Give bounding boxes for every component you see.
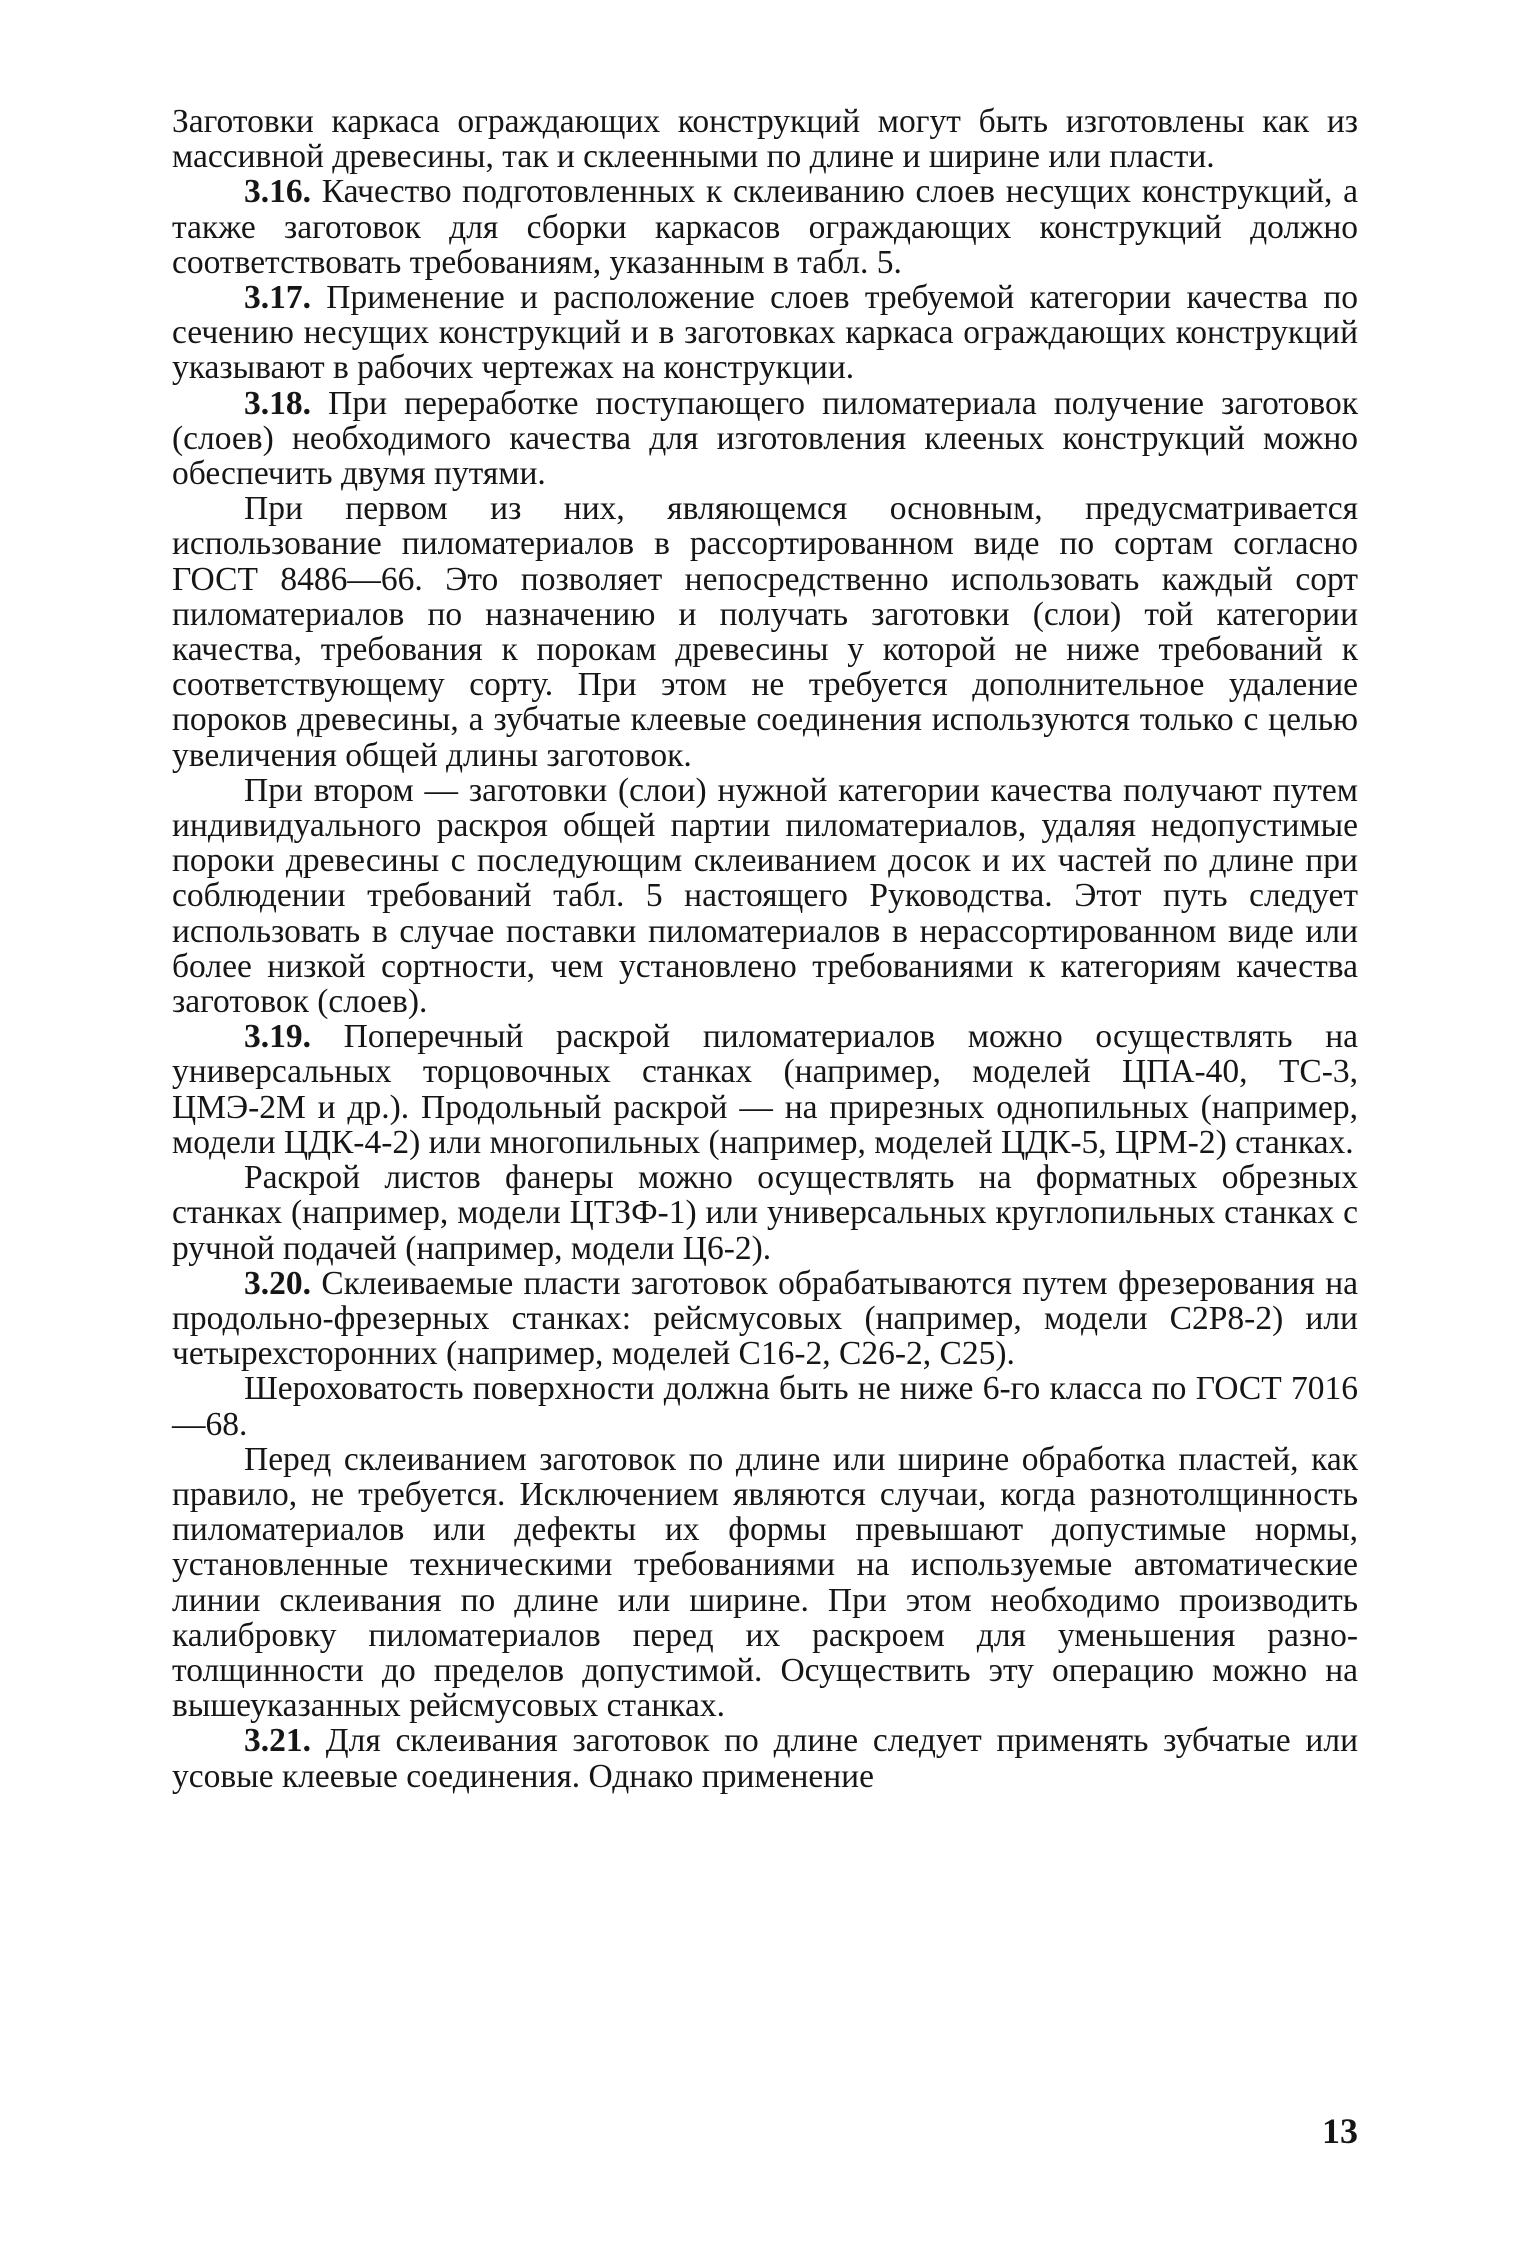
paragraph xyxy=(172,1160,1358,1266)
paragraph-text: Применение и расположение слоев требуемой категории качества по сечению несущих конструкций и в заготовках каркаса ограждающих конструкций указывают в рабочих чертежах на конструкции. xyxy=(172,279,1358,387)
paragraph-text: При втором — заготовки (слои) нужной категории качества получают путем индивидуального раскроя общей партии пиломатериалов, удаляя недопустимые пороки древесины с последующим склеиванием досок и их частей по длине при соблюдении требований табл. 5 настоящего Руководства. Этот путь следует использовать в случае поставки пиломатериалов в нерассортированном виде или более низкой сортности, чем установлено требованиями к категориям качества заготовок (слоев). xyxy=(172,771,1358,1021)
paragraph-text: Склеиваемые пласти заготовок обрабатываются путем фрезерования на продольно-фрезерных станках: рейсмусовых (например, модели С2Р8-2) или четырехсторонних (например, моделей С16-2, С26-2, С25). xyxy=(172,1264,1359,1373)
paragraph-text: При переработке поступающего пиломатериала получение заготовок (слоев) необходимого качества для изготовления клееных конструкций можно обеспечить двумя путями. xyxy=(172,384,1358,493)
paragraph-3-19 xyxy=(172,1019,1358,1160)
paragraph-text: При первом из них, являющемся основным, предусматривается использование пиломатериалов в рассортированном виде по сортам согласно ГОСТ 8486—66. Это позволяет непосредственно использовать каждый сорт пиломатериалов по назначению и получать заготовки (слои) той категории качества, требования к порокам древесины у которой не ниже требований к соответствующему сорту. При этом не требуется дополнительное удаление пороков древесины, а зубчатые клеевые соединения используются только с целью увеличения общей длины заготовок. xyxy=(172,490,1358,774)
paragraph-3-17 xyxy=(172,280,1358,386)
page-body xyxy=(172,104,1358,2144)
paragraph xyxy=(172,491,1358,773)
paragraph-3-18 xyxy=(172,386,1358,492)
paragraph-3-20 xyxy=(172,1266,1358,1372)
paragraph-text: Заготовки каркаса ограждающих конструкций могут быть изготовлены как из массивной древесины, так и склеенными по длине и ширине или пласти. xyxy=(172,103,1358,176)
paragraph-3-21 xyxy=(172,1723,1358,1793)
paragraph-text: Перед склеиванием заготовок по длине или ширине обработка пластей, как правило, не требуется. Исключением являются случаи, когда разнотолщинность пиломатериалов или дефекты их формы превышают допустимые нормы, установленные техническими требованиями на используемые автоматические линии склеивания по длине или ширине. При этом необходимо производить калибровку пиломатериалов перед их раскроем для уменьшения разнотолщинности до пределов допустимой. Осуществить эту операцию можно на вышеуказанных рейсмусовых станках. xyxy=(172,1440,1358,1725)
paragraph-text: Поперечный раскрой пиломатериалов можно осуществлять на универсальных торцовочных станках (например, моделей ЦПА-40, ТС-3, ЦМЭ-2М и др.). Продольный раскрой — на прирезных однопильных (например, модели ЦДК-4-2) или многопильных (например, моделей ЦДК-5, ЦРМ-2) станках. xyxy=(172,1018,1358,1161)
section-number: 3.18. xyxy=(244,384,311,422)
section-number: 3.16. xyxy=(244,173,311,211)
paragraph xyxy=(172,104,1358,174)
section-number: 3.20. xyxy=(244,1264,311,1302)
section-number: 3.21. xyxy=(244,1722,311,1760)
paragraph-text: Раскрой листов фанеры можно осуществлять на форматных обрезных станках (например, модели ЦТЗФ-1) или универсальных круглопильных станках с ручной подачей (например, модели Ц6-2). xyxy=(172,1159,1358,1267)
paragraph xyxy=(172,1371,1358,1441)
paragraph-text: Качество подготовленных к склеиванию слоев несущих конструкций, а также заготовок для сборки каркасов ограждающих конструкций должно соответствовать требованиям, указанным в табл. 5. xyxy=(172,173,1358,281)
section-number: 3.17. xyxy=(244,279,311,317)
paragraph-text: Для склеивания заготовок по длине следует применять зубчатые или усовые клеевые соединения. Однако применение xyxy=(172,1722,1358,1795)
paragraph-3-16 xyxy=(172,174,1358,280)
section-number: 3.19. xyxy=(244,1018,311,1056)
paragraph xyxy=(172,773,1358,1019)
paragraph-text: Шероховатость поверхности должна быть не ниже 6-го класса по ГОСТ 7016—68. xyxy=(172,1370,1358,1443)
paragraph xyxy=(172,1442,1358,1724)
page-number: 13 xyxy=(1322,2111,1358,2151)
